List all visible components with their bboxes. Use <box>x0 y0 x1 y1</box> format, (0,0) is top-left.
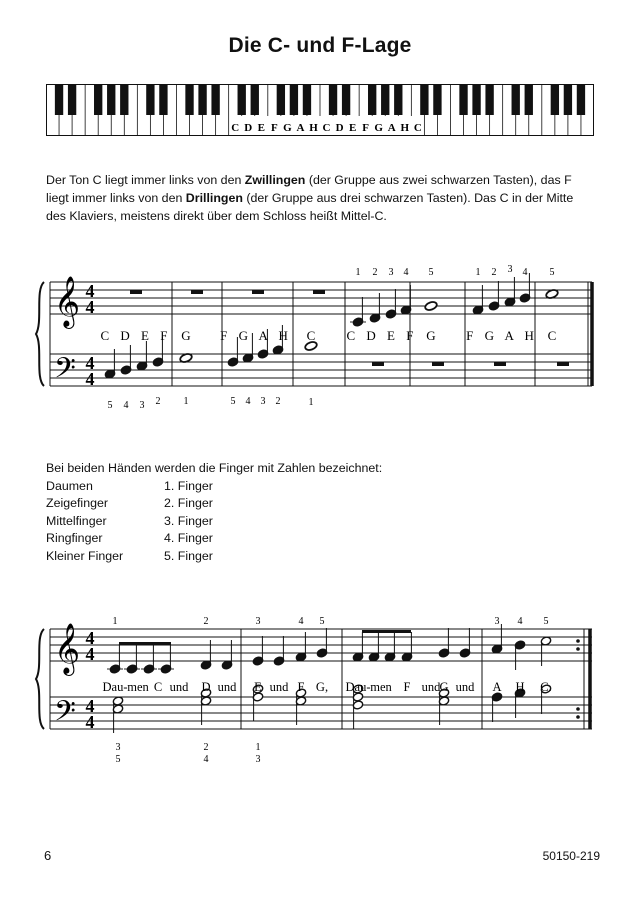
lyric-syllable: H <box>515 680 525 694</box>
fingering-number: 3 <box>255 754 261 765</box>
whole-rest <box>557 362 569 366</box>
finger-number: 2. Finger <box>164 496 213 510</box>
time-signature-bottom: 4 <box>85 369 95 389</box>
black-key <box>146 84 154 115</box>
fingering-number: 5 <box>230 396 236 407</box>
fingering-number: 1 <box>112 616 118 627</box>
fingering-number: 4 <box>517 616 523 627</box>
fingering-number: 2 <box>155 396 161 407</box>
music-system-2 <box>0 605 640 780</box>
black-key <box>290 84 298 115</box>
lyric-syllable: C. <box>540 680 552 694</box>
bass-clef: 𝄢 <box>54 697 76 734</box>
lyric-syllable: A <box>492 680 502 694</box>
lyric-syllable: und <box>421 680 441 694</box>
key-label: E <box>348 122 357 134</box>
fingering-number: 1 <box>183 396 189 407</box>
black-key <box>485 84 493 115</box>
lyric-syllable: G, <box>315 680 329 694</box>
fingering-number: 1 <box>475 267 481 278</box>
lyric-syllable: Dau- <box>102 680 128 694</box>
finger-name: Daumen <box>46 478 93 493</box>
fingering-number: 2 <box>372 267 378 278</box>
finger-name: Mittelfinger <box>46 513 107 528</box>
fingering-number: 4 <box>298 616 304 627</box>
treble-clef: 𝄞 <box>54 277 81 326</box>
intro-bold-zwillingen: Zwillingen <box>244 173 306 187</box>
key-label: F <box>362 122 370 134</box>
key-label: F <box>270 122 278 134</box>
time-signature-top: 4 <box>85 353 95 373</box>
fingering-number: 2 <box>491 267 497 278</box>
fingering-number: 3 <box>507 264 513 275</box>
black-key <box>94 84 102 115</box>
fingering-number: 4 <box>522 267 528 278</box>
key-label: G <box>283 122 292 134</box>
key-label: A <box>387 122 396 134</box>
finger-row <box>46 530 382 548</box>
lyric-syllable: G <box>439 680 449 694</box>
black-key <box>329 84 337 115</box>
lyric-syllable: und <box>269 680 289 694</box>
fingering-number: 4 <box>123 400 129 411</box>
black-key <box>198 84 206 115</box>
intro-text-2: (der Gruppe aus zwei schwarzen Tasten), das F liegt immer links von den <box>46 173 572 205</box>
eighth-beam <box>362 630 411 633</box>
whole-rest <box>252 290 264 294</box>
black-key <box>433 84 441 115</box>
finger-number: 4. Finger <box>164 531 213 545</box>
lyric-syllable: F <box>403 680 411 694</box>
fingering-number: 1 <box>255 742 261 753</box>
fingering-number: 3 <box>260 396 266 407</box>
black-key <box>342 84 350 115</box>
note-label: G <box>181 328 191 343</box>
lyric-syllable: E <box>254 680 262 694</box>
lyric-syllable: F <box>297 680 305 694</box>
fingering-number: 3 <box>115 742 121 753</box>
whole-rest <box>313 290 325 294</box>
finger-name: Zeigefinger <box>46 496 108 510</box>
whole-rest <box>130 290 142 294</box>
time-signature-top: 4 <box>85 281 95 301</box>
fingering-number: 5 <box>549 267 555 278</box>
black-key <box>381 84 389 115</box>
fingering-number: 3 <box>388 267 394 278</box>
black-key <box>120 84 128 115</box>
fingering-number: 1 <box>308 397 314 408</box>
black-key <box>68 84 76 115</box>
black-key <box>577 84 585 115</box>
page-number: 6 <box>44 848 52 863</box>
key-label: C <box>322 122 331 134</box>
fingering-number: 1 <box>355 267 361 278</box>
black-key <box>159 84 167 115</box>
whole-rest <box>372 362 384 366</box>
time-signature-bottom: 4 <box>85 644 95 664</box>
lyric-syllable: und <box>455 680 475 694</box>
key-label: H <box>309 122 318 134</box>
black-key <box>420 84 428 115</box>
black-key <box>472 84 480 115</box>
finger-table-heading: Bei beiden Händen werden die Finger mit Zahlen bezeichnet: <box>46 461 383 475</box>
black-key <box>185 84 193 115</box>
music-system-1 <box>0 250 640 420</box>
fingering-number: 5 <box>107 400 113 411</box>
fingering-number: 2 <box>203 616 209 627</box>
treble-clef: 𝄞 <box>54 624 81 673</box>
repeat-dot <box>576 639 580 643</box>
time-signature-top: 4 <box>85 628 95 648</box>
intro-bold-drillingen: Drillingen <box>185 191 243 205</box>
finger-name: Ringfinger <box>46 531 103 545</box>
note-label: C <box>306 328 316 343</box>
finger-number: 3. Finger <box>164 513 213 528</box>
lyric-syllable: men <box>127 680 149 694</box>
key-label: H <box>400 122 410 134</box>
repeat-dot <box>576 707 580 711</box>
finger-table <box>46 460 382 565</box>
lyric-syllable: D <box>201 680 211 694</box>
lyric-syllable: und <box>169 680 189 694</box>
black-key <box>368 84 376 115</box>
lyric-syllable: C <box>153 680 163 694</box>
bass-clef: 𝄢 <box>54 354 76 391</box>
black-key <box>551 84 559 115</box>
note-label: C <box>547 328 557 343</box>
fingering-number: 4 <box>403 267 409 278</box>
system-brace <box>36 629 44 729</box>
intro-text-1: Der Ton C liegt immer links von den <box>46 173 245 187</box>
fingering-number: 2 <box>275 396 281 407</box>
black-key <box>211 84 219 115</box>
note-label-group: C D E F <box>100 328 172 343</box>
repeat-dot <box>576 715 580 719</box>
piano-keyboard <box>46 84 594 136</box>
intro-text-3: (der Gruppe aus drei schwarzen Tasten). Das C in der Mitte des Klaviers, meistens direkt über dem Schloss heißt Mittel-C. <box>46 191 574 223</box>
time-signature-top: 4 <box>85 696 95 716</box>
black-key <box>251 84 259 115</box>
note-label-group: F G A H <box>220 328 292 343</box>
fingering-number: 2 <box>203 742 209 753</box>
fingering-number: 4 <box>203 754 209 765</box>
black-key <box>564 84 572 115</box>
black-key <box>459 84 467 115</box>
finger-row <box>46 478 382 496</box>
fingering-number: 5 <box>319 616 325 627</box>
fingering-number: 5 <box>428 267 434 278</box>
finger-number: 1. Finger <box>164 478 213 493</box>
notehead <box>424 301 438 312</box>
key-label: C <box>413 122 422 134</box>
finger-row <box>46 495 382 513</box>
finger-row <box>46 513 382 531</box>
whole-rest <box>494 362 506 366</box>
key-label: A <box>296 122 305 134</box>
fingering-number: 3 <box>494 616 500 627</box>
note-label-group: F G A H <box>466 328 538 343</box>
lyric-syllable: und <box>217 680 237 694</box>
time-signature-bottom: 4 <box>85 297 95 317</box>
key-label: D <box>335 122 344 134</box>
fingering-number: 3 <box>139 400 145 411</box>
key-label: G <box>374 122 383 134</box>
black-key <box>55 84 63 115</box>
finger-number: 5. Finger <box>164 548 213 563</box>
black-key <box>394 84 402 115</box>
black-key <box>107 84 115 115</box>
intro-paragraph <box>46 171 596 225</box>
black-key <box>277 84 285 115</box>
fingering-number: 3 <box>255 616 261 627</box>
eighth-beam <box>119 642 171 645</box>
page-title: Die C- und F-Lage <box>228 34 412 57</box>
note-label: G <box>426 328 436 343</box>
finger-name: Kleiner Finger <box>46 548 124 563</box>
finger-row <box>46 548 382 566</box>
whole-rest <box>191 290 203 294</box>
black-key <box>512 84 520 115</box>
black-key <box>525 84 533 115</box>
note-label-group: C D E F <box>346 328 418 343</box>
fingering-number: 4 <box>245 396 251 407</box>
key-label: D <box>244 122 253 134</box>
whole-rest <box>432 362 444 366</box>
fingering-number: 5 <box>543 616 549 627</box>
system-brace <box>36 282 44 386</box>
lyric-syllable: men <box>370 680 392 694</box>
key-label: C <box>231 122 240 134</box>
black-key <box>238 84 246 115</box>
time-signature-bottom: 4 <box>85 712 95 732</box>
black-key <box>303 84 311 115</box>
repeat-dot <box>576 647 580 651</box>
catalog-number: 50150-219 <box>542 849 600 863</box>
fingering-number: 5 <box>115 754 121 765</box>
lyric-syllable: Dau- <box>345 680 371 694</box>
key-label: E <box>257 122 265 134</box>
